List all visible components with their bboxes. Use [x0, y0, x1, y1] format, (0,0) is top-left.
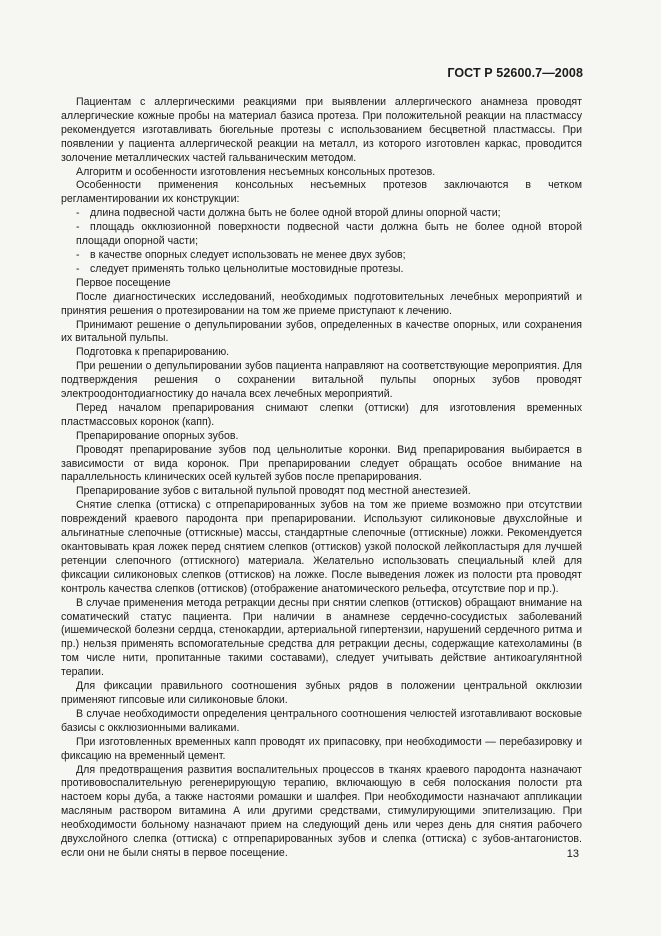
paragraph: Препарирование опорных зубов. [76, 429, 239, 442]
list-dash: - [76, 221, 80, 234]
paragraph: В случае необходимости определения центрального соотношения челюстей изготавливают восковые базисы с окклюзионными валиками. [61, 707, 582, 734]
paragraph: Препарирование зубов с витальной пульпой проводят под местной анестезией. [76, 485, 471, 498]
paragraph: Проводят препарирование зубов под цельнолитые коронки. Вид препарирования выбирается в зависимости от вида коронок. При препарировании следует обращать особое внимание на параллельность клинических осей культей зубов после препарирования. [61, 443, 582, 484]
paragraph: После диагностических исследований, необходимых подготовительных лечебных мероприятий и принятия решения о протезировании на том же приеме приступают к лечению. [61, 290, 582, 317]
paragraph: Для предотвращения развития воспалительных процессов в тканях краевого пародонта назначают противовоспалительную регенерирующую терапию, включающую в себя полоскания полости рта настоем коры дуба, а также настоями ромашки и шалфея. При необходимости назначают аппликации масляным раствором витамина А или другими средствами, стимулирующими эпителизацию. При необходимости больному назначают прием на следующий день или через день для снятия рабочего двухслойного слепка (оттиска) с отпрепарированных зубов и слепка (оттиска) с зубов-антагонистов. если они не были сняты в первое посещение. [61, 763, 582, 859]
list-item-text: длина подвесной части должна быть не более одной второй длины опорной части; [90, 207, 501, 220]
page-number: 13 [566, 848, 579, 860]
list-item [61, 207, 582, 221]
list-item-text: следует применять только цельнолитые мостовидные протезы. [90, 262, 404, 275]
paragraph: Пациентам с аллергическими реакциями при выявлении аллергического анамнеза проводят аллергические кожные пробы на материал базиса протеза. При положительной реакции на пластмассу рекомендуется изготавливать бюгельные протезы с использованием бесцветной пластмассы. При появлении у пациента аллергической реакции на металл, из которого изготовлен каркас, проводится золочение металлических частей гальваническим методом. [61, 96, 582, 164]
document-body [61, 96, 582, 861]
paragraph: Перед началом препарирования снимают слепки (оттиски) для изготовления временных пластмассовых коронок (капп). [61, 401, 582, 428]
list-item [61, 249, 582, 263]
paragraph: Снятие слепка (оттиска) с отпрепарированных зубов на том же приеме возможно при отсутствии повреждений краевого пародонта при препарировании. Используют силиконовые двухслойные и альгинатные слепочные (оттискные) массы, стандартные слепочные (оттискные) ложки. Рекомендуется окантовывать края ложек перед снятием слепков (оттисков) узкой полоской лейкопластыря для лучшей ретенции слепочного (оттискного) материала. Желательно использовать специальный клей для фиксации силиконовых слепков (оттисков) на ложке. После выведения ложек из полости рта проводят контроль качества слепков (оттисков) (отображение анатомического рельефа, отсутствие пор и пр.). [61, 499, 582, 595]
list-item-text: площадь окклюзионной поверхности подвесной части должна быть не более одной второй площади опорной части; [76, 221, 582, 248]
paragraph: При изготовленных временных капп проводят их припасовку, при необходимости — перебазировку и фиксацию на временный цемент. [61, 735, 582, 762]
paragraph: Первое посещение [76, 276, 171, 289]
paragraph: Особенности применения консольных несъемных протезов заключаются в четком регламентировании их конструкции: [61, 179, 582, 206]
list-dash: - [76, 207, 80, 220]
list-dash: - [76, 248, 80, 261]
paragraph: Алгоритм и особенности изготовления несъемных консольных протезов. [76, 165, 436, 178]
list-item [61, 221, 582, 249]
paragraph: Для фиксации правильного соотношения зубных рядов в положении центральной окклюзии применяют гипсовые или силиконовые блоки. [61, 680, 582, 706]
list-item-text: в качестве опорных следует использовать не менее двух зубов; [90, 248, 406, 261]
document-header: ГОСТ Р 52600.7—2008 [447, 66, 583, 80]
list-dash: - [76, 262, 80, 275]
paragraph: Принимают решение о депульпировании зубов, определенных в качестве опорных, или сохранения их витальной пульпы. [61, 318, 582, 345]
paragraph: В случае применения метода ретракции десны при снятии слепков (оттисков) обращают внимание на соматический статус пациента. При наличии в анамнезе сердечно-сосудистых заболеваний (ишемической болезни сердца, стенокардии, артериальной гипертензии, нарушений сердечного ритма и пр.) нельзя применять вспомогательные средства для ретракции десны, содержащие катехоламины (в том числе нити, пропитанные такими составами), следует учитывать действие антикоагулянтной терапии. [61, 596, 582, 679]
list-item [61, 263, 582, 277]
paragraph: При решении о депульпировании зубов пациента направляют на соответствующие мероприятия. Для подтверждения решения о сохранении витальной пульпы опорных зубов проводят электроодонтодиагностику до начала всех лечебных мероприятий. [61, 360, 582, 401]
paragraph: Подготовка к препарированию. [76, 346, 230, 359]
